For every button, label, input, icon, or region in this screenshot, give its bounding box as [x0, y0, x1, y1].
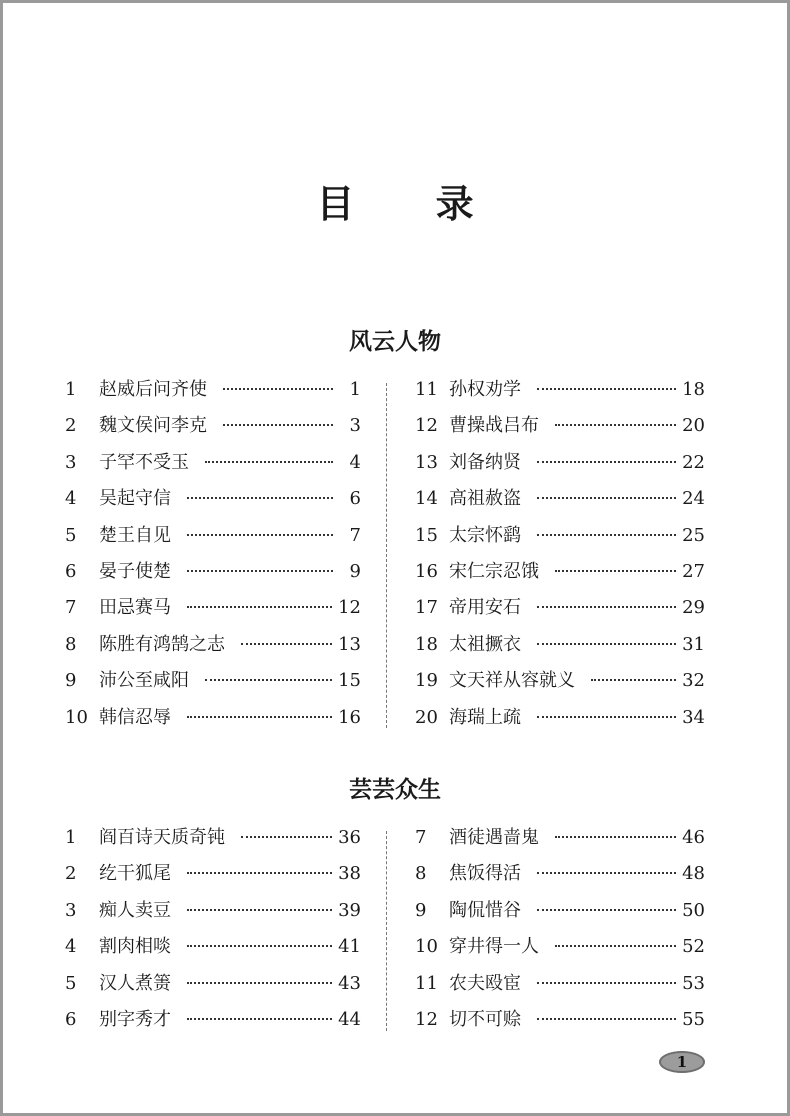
entry-title: 阎百诗天质奇钝 [99, 827, 225, 848]
entry-page: 24 [682, 488, 705, 510]
toc-entry[interactable] [65, 521, 361, 557]
toc-entry[interactable] [415, 666, 705, 702]
entry-title: 魏文侯问李克 [99, 415, 207, 437]
toc-entry[interactable] [415, 593, 705, 629]
entry-title: 农夫殴宦 [449, 972, 521, 994]
entry-page: 9 [349, 560, 361, 582]
entry-number: 5 [65, 524, 77, 546]
entry-number: 8 [65, 633, 77, 655]
entry-page: 15 [338, 670, 361, 692]
dot-leader [223, 388, 333, 390]
entry-page: 53 [682, 972, 705, 994]
entry-number: 3 [65, 899, 77, 921]
entry-page: 12 [338, 597, 361, 619]
dot-leader [537, 461, 676, 463]
toc-entry[interactable] [65, 593, 361, 629]
entry-number: 6 [65, 560, 77, 582]
entry-page: 50 [682, 899, 705, 921]
dot-leader [537, 1018, 676, 1020]
entry-number: 2 [65, 415, 77, 437]
dot-leader [537, 606, 676, 608]
toc-entry[interactable] [415, 375, 705, 411]
entry-page: 39 [338, 899, 361, 921]
entry-title: 切不可赊 [449, 1008, 521, 1030]
toc-entry[interactable] [415, 557, 705, 593]
column-divider [386, 383, 387, 728]
dot-leader [537, 716, 676, 718]
entry-number: 12 [415, 1008, 438, 1030]
entry-page: 13 [338, 633, 361, 655]
entry-page: 22 [682, 451, 705, 473]
dot-leader [241, 836, 332, 838]
page-title: 目 录 [316, 182, 508, 226]
entry-number: 14 [415, 488, 438, 510]
entry-number: 1 [65, 827, 77, 848]
entry-number: 17 [415, 597, 438, 619]
entry-page: 38 [338, 863, 361, 885]
entry-page: 16 [338, 706, 361, 728]
toc-entry[interactable] [415, 896, 705, 932]
toc-entry[interactable] [65, 969, 361, 1005]
entry-title: 帝用安石 [449, 597, 521, 619]
entry-page: 32 [682, 670, 705, 692]
entry-number: 6 [65, 1008, 77, 1030]
entry-page: 25 [682, 524, 705, 546]
section-heading-1: 风云人物 [349, 328, 441, 355]
dot-leader [187, 872, 332, 874]
dot-leader [555, 570, 676, 572]
toc-entry[interactable] [65, 411, 361, 447]
toc-entry[interactable] [415, 932, 705, 968]
toc-entry[interactable] [65, 666, 361, 702]
entry-title: 子罕不受玉 [99, 451, 189, 473]
entry-title: 文天祥从容就义 [449, 670, 575, 692]
entry-title: 晏子使楚 [99, 560, 171, 582]
entry-number: 11 [415, 972, 438, 994]
entry-page: 43 [338, 972, 361, 994]
toc-entry[interactable] [415, 630, 705, 666]
toc-column-right-2 [415, 823, 705, 1041]
toc-entry[interactable] [415, 484, 705, 520]
entry-title: 太宗怀鹞 [449, 524, 521, 546]
entry-number: 12 [415, 415, 438, 437]
toc-entry[interactable] [65, 630, 361, 666]
entry-title: 韩信忍辱 [99, 706, 171, 728]
dot-leader [205, 461, 333, 463]
entry-title: 太祖撅衣 [449, 633, 521, 655]
dot-leader [187, 606, 332, 608]
entry-title: 高祖赦盗 [449, 488, 521, 510]
toc-column-right-1 [415, 375, 705, 739]
toc-entry[interactable] [65, 484, 361, 520]
toc-entry[interactable] [65, 557, 361, 593]
entry-number: 9 [415, 899, 427, 921]
entry-title: 痴人卖豆 [99, 899, 171, 921]
toc-entry[interactable] [65, 932, 361, 968]
entry-number: 11 [415, 379, 438, 400]
dot-leader [187, 716, 332, 718]
entry-page: 18 [682, 379, 705, 400]
entry-title: 穿井得一人 [449, 936, 539, 958]
entry-title: 孙权劝学 [449, 379, 521, 400]
entry-title: 吴起守信 [99, 488, 171, 510]
toc-entry[interactable] [65, 375, 361, 411]
toc-entry[interactable] [415, 448, 705, 484]
entry-title: 汉人煮箦 [99, 972, 171, 994]
entry-page: 20 [682, 415, 705, 437]
entry-number: 20 [415, 706, 438, 728]
dot-leader [537, 909, 676, 911]
entry-number: 4 [65, 488, 77, 510]
dot-leader [187, 982, 332, 984]
toc-column-left-2 [65, 823, 361, 1041]
entry-number: 10 [415, 936, 438, 958]
entry-number: 3 [65, 451, 77, 473]
entry-title: 楚王自见 [99, 524, 171, 546]
entry-title: 割肉相啖 [99, 936, 171, 958]
toc-entry[interactable] [415, 859, 705, 895]
entry-page: 29 [682, 597, 705, 619]
entry-number: 1 [65, 379, 77, 400]
entry-page: 6 [349, 488, 361, 510]
dot-leader [187, 909, 332, 911]
entry-page: 3 [349, 415, 361, 437]
dot-leader [537, 388, 676, 390]
entry-title: 纥干狐尾 [99, 863, 171, 885]
entry-number: 9 [65, 670, 77, 692]
entry-number: 8 [415, 863, 427, 885]
entry-page: 36 [338, 827, 361, 848]
entry-page: 34 [682, 706, 705, 728]
entry-number: 10 [65, 706, 88, 728]
dot-leader [537, 534, 676, 536]
entry-title: 陈胜有鸿鹄之志 [99, 633, 225, 655]
toc-entry[interactable] [415, 521, 705, 557]
entry-title: 别字秀才 [99, 1008, 171, 1030]
toc-entry[interactable] [65, 448, 361, 484]
toc-entry[interactable] [65, 1005, 361, 1041]
entry-number: 7 [65, 597, 77, 619]
entry-title: 刘备纳贤 [449, 451, 521, 473]
section-heading-2: 芸芸众生 [349, 776, 441, 803]
entry-title: 田忌赛马 [99, 597, 171, 619]
dot-leader [537, 982, 676, 984]
entry-title: 酒徒遇啬鬼 [449, 827, 539, 848]
entry-title: 宋仁宗忍饿 [449, 560, 539, 582]
entry-page: 46 [682, 827, 705, 848]
page-number-badge: 1 [659, 1051, 705, 1073]
dot-leader [187, 945, 332, 947]
toc-entry[interactable] [65, 703, 361, 739]
entry-number: 19 [415, 670, 438, 692]
dot-leader [537, 872, 676, 874]
dot-leader [555, 424, 676, 426]
entry-number: 18 [415, 633, 438, 655]
dot-leader [555, 836, 676, 838]
dot-leader [187, 570, 333, 572]
toc-column-left-1 [65, 375, 361, 739]
dot-leader [537, 497, 676, 499]
entry-page: 48 [682, 863, 705, 885]
entry-page: 31 [682, 633, 705, 655]
toc-entry[interactable] [65, 823, 361, 859]
entry-page: 52 [682, 936, 705, 958]
dot-leader [241, 643, 332, 645]
dot-leader [591, 679, 676, 681]
entry-title: 焦饭得活 [449, 863, 521, 885]
toc-entry[interactable] [415, 823, 705, 859]
entry-number: 5 [65, 972, 77, 994]
dot-leader [187, 497, 333, 499]
entry-number: 15 [415, 524, 438, 546]
entry-title: 沛公至咸阳 [99, 670, 189, 692]
entry-page: 27 [682, 560, 705, 582]
dot-leader [187, 1018, 332, 1020]
toc-entry[interactable] [415, 703, 705, 739]
dot-leader [187, 534, 333, 536]
column-divider [386, 831, 387, 1031]
dot-leader [223, 424, 333, 426]
entry-number: 4 [65, 936, 77, 958]
entry-number: 7 [415, 827, 427, 848]
entry-page: 41 [338, 936, 361, 958]
dot-leader [205, 679, 332, 681]
dot-leader [537, 643, 676, 645]
dot-leader [555, 945, 676, 947]
toc-entry[interactable] [65, 896, 361, 932]
entry-page: 7 [349, 524, 361, 546]
entry-title: 赵威后问齐使 [99, 379, 207, 400]
entry-page: 1 [349, 379, 361, 400]
toc-entry[interactable] [65, 859, 361, 895]
entry-page: 44 [338, 1008, 361, 1030]
entry-number: 13 [415, 451, 438, 473]
entry-title: 曹操战吕布 [449, 415, 539, 437]
toc-entry[interactable] [415, 969, 705, 1005]
entry-title: 海瑞上疏 [449, 706, 521, 728]
entry-number: 2 [65, 863, 77, 885]
toc-entry[interactable] [415, 411, 705, 447]
entry-page: 55 [682, 1008, 705, 1030]
entry-number: 16 [415, 560, 438, 582]
entry-title: 陶侃惜谷 [449, 899, 521, 921]
entry-page: 4 [349, 451, 361, 473]
toc-entry[interactable] [415, 1005, 705, 1041]
